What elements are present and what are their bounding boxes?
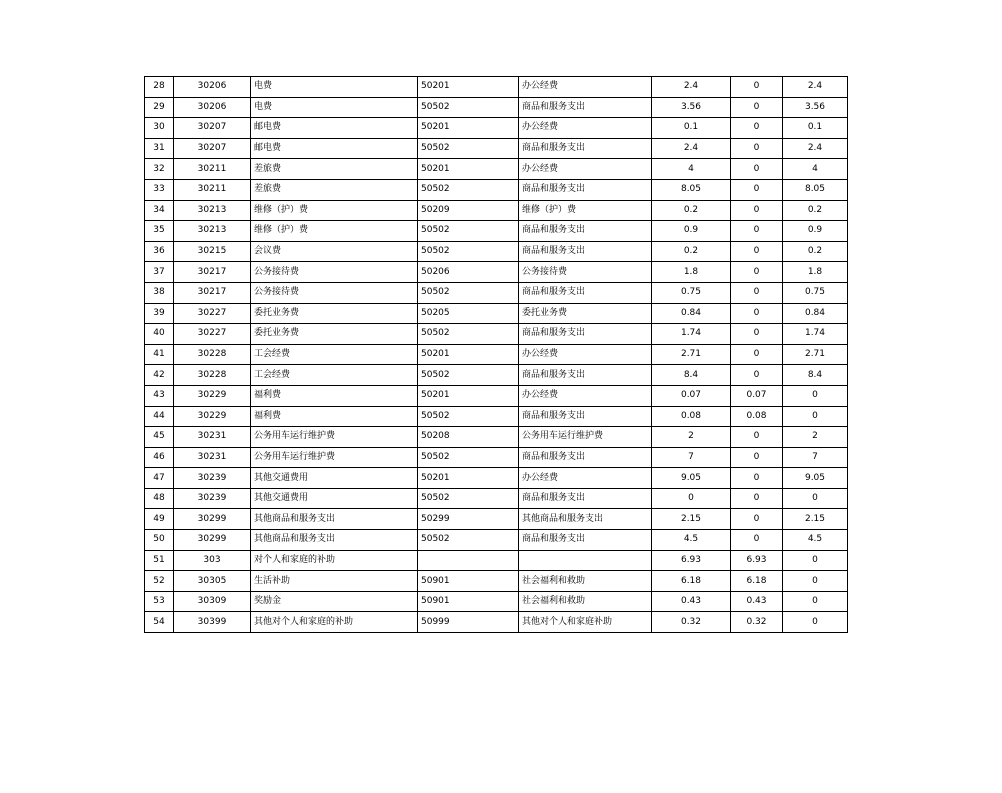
table-row (145, 530, 848, 551)
func-name-cell: 商品和服务支出 (519, 221, 652, 242)
table-row (145, 406, 848, 427)
total-cell: 0.1 (652, 118, 731, 139)
basic-cell: 0 (731, 118, 783, 139)
row-number-cell: 54 (145, 612, 174, 633)
project-cell: 4 (783, 159, 848, 180)
func-name-cell: 其他对个人和家庭补助 (519, 612, 652, 633)
econ-name-cell: 工会经费 (251, 365, 418, 386)
func-name-cell: 商品和服务支出 (519, 282, 652, 303)
func-code-cell: 50201 (418, 385, 519, 406)
table-row (145, 488, 848, 509)
econ-code-cell: 30299 (174, 509, 251, 530)
basic-cell: 0 (731, 365, 783, 386)
func-name-cell: 商品和服务支出 (519, 488, 652, 509)
func-name-cell: 商品和服务支出 (519, 324, 652, 345)
econ-name-cell: 公务用车运行维护费 (251, 427, 418, 448)
econ-code-cell: 30399 (174, 612, 251, 633)
row-number-cell: 35 (145, 221, 174, 242)
econ-name-cell: 委托业务费 (251, 303, 418, 324)
func-code-cell: 50201 (418, 344, 519, 365)
func-name-cell: 其他商品和服务支出 (519, 509, 652, 530)
row-number-cell: 53 (145, 591, 174, 612)
econ-name-cell: 电费 (251, 97, 418, 118)
econ-name-cell: 公务接待费 (251, 282, 418, 303)
econ-name-cell: 生活补助 (251, 571, 418, 592)
basic-cell: 0 (731, 447, 783, 468)
table-row (145, 612, 848, 633)
project-cell: 2.15 (783, 509, 848, 530)
total-cell: 0.43 (652, 591, 731, 612)
func-name-cell: 办公经费 (519, 385, 652, 406)
basic-cell: 0 (731, 241, 783, 262)
econ-code-cell: 30213 (174, 221, 251, 242)
func-code-cell: 50502 (418, 530, 519, 551)
project-cell: 3.56 (783, 97, 848, 118)
project-cell: 4.5 (783, 530, 848, 551)
func-code-cell: 50201 (418, 468, 519, 489)
table-body (145, 77, 848, 633)
row-number-cell: 50 (145, 530, 174, 551)
econ-code-cell: 30217 (174, 282, 251, 303)
row-number-cell: 31 (145, 138, 174, 159)
func-name-cell: 办公经费 (519, 77, 652, 98)
row-number-cell: 36 (145, 241, 174, 262)
project-cell: 0.2 (783, 241, 848, 262)
func-code-cell: 50502 (418, 488, 519, 509)
table-row (145, 159, 848, 180)
func-name-cell: 办公经费 (519, 118, 652, 139)
total-cell: 0.2 (652, 241, 731, 262)
econ-name-cell: 邮电费 (251, 118, 418, 139)
basic-cell: 0.32 (731, 612, 783, 633)
project-cell: 0.2 (783, 200, 848, 221)
func-name-cell: 商品和服务支出 (519, 241, 652, 262)
row-number-cell: 40 (145, 324, 174, 345)
table-row (145, 262, 848, 283)
total-cell: 9.05 (652, 468, 731, 489)
total-cell: 0.07 (652, 385, 731, 406)
econ-name-cell: 其他交通费用 (251, 468, 418, 489)
basic-cell: 0.43 (731, 591, 783, 612)
total-cell: 4.5 (652, 530, 731, 551)
row-number-cell: 37 (145, 262, 174, 283)
project-cell: 0 (783, 571, 848, 592)
basic-cell: 0.08 (731, 406, 783, 427)
total-cell: 1.74 (652, 324, 731, 345)
table-row (145, 385, 848, 406)
econ-name-cell: 差旅费 (251, 159, 418, 180)
row-number-cell: 44 (145, 406, 174, 427)
func-code-cell: 50901 (418, 571, 519, 592)
project-cell: 0.84 (783, 303, 848, 324)
func-name-cell: 办公经费 (519, 159, 652, 180)
project-cell: 2.4 (783, 138, 848, 159)
row-number-cell: 33 (145, 179, 174, 200)
func-code-cell: 50502 (418, 179, 519, 200)
table-row (145, 303, 848, 324)
project-cell: 7 (783, 447, 848, 468)
total-cell: 4 (652, 159, 731, 180)
table-row (145, 97, 848, 118)
basic-cell: 0 (731, 97, 783, 118)
econ-name-cell: 电费 (251, 77, 418, 98)
project-cell: 0 (783, 385, 848, 406)
row-number-cell: 52 (145, 571, 174, 592)
func-name-cell: 商品和服务支出 (519, 179, 652, 200)
project-cell: 2.71 (783, 344, 848, 365)
econ-name-cell: 对个人和家庭的补助 (251, 550, 418, 571)
row-number-cell: 51 (145, 550, 174, 571)
table-row (145, 241, 848, 262)
econ-code-cell: 303 (174, 550, 251, 571)
basic-cell: 0 (731, 303, 783, 324)
econ-name-cell: 公务用车运行维护费 (251, 447, 418, 468)
basic-cell: 0 (731, 262, 783, 283)
econ-code-cell: 30239 (174, 488, 251, 509)
project-cell: 0 (783, 550, 848, 571)
func-name-cell: 办公经费 (519, 344, 652, 365)
econ-code-cell: 30206 (174, 97, 251, 118)
basic-cell: 0 (731, 427, 783, 448)
func-name-cell: 商品和服务支出 (519, 406, 652, 427)
econ-code-cell: 30229 (174, 385, 251, 406)
project-cell: 0.9 (783, 221, 848, 242)
budget-table (144, 76, 848, 633)
econ-name-cell: 维修（护）费 (251, 221, 418, 242)
func-code-cell: 50502 (418, 447, 519, 468)
func-code-cell: 50201 (418, 159, 519, 180)
basic-cell: 6.18 (731, 571, 783, 592)
total-cell: 0.84 (652, 303, 731, 324)
econ-name-cell: 委托业务费 (251, 324, 418, 345)
func-code-cell: 50208 (418, 427, 519, 448)
table-row (145, 509, 848, 530)
table-row (145, 324, 848, 345)
econ-code-cell: 30213 (174, 200, 251, 221)
basic-cell: 0.07 (731, 385, 783, 406)
project-cell: 1.8 (783, 262, 848, 283)
total-cell: 0.75 (652, 282, 731, 303)
func-name-cell: 社会福利和救助 (519, 571, 652, 592)
total-cell: 1.8 (652, 262, 731, 283)
row-number-cell: 42 (145, 365, 174, 386)
table-row (145, 550, 848, 571)
econ-code-cell: 30305 (174, 571, 251, 592)
func-name-cell: 商品和服务支出 (519, 365, 652, 386)
econ-name-cell: 其他商品和服务支出 (251, 530, 418, 551)
func-name-cell: 委托业务费 (519, 303, 652, 324)
econ-code-cell: 30299 (174, 530, 251, 551)
table-row (145, 571, 848, 592)
econ-code-cell: 30231 (174, 427, 251, 448)
basic-cell: 0 (731, 344, 783, 365)
econ-code-cell: 30211 (174, 159, 251, 180)
table-row (145, 179, 848, 200)
econ-name-cell: 福利费 (251, 406, 418, 427)
func-name-cell: 商品和服务支出 (519, 97, 652, 118)
row-number-cell: 48 (145, 488, 174, 509)
func-code-cell: 50209 (418, 200, 519, 221)
project-cell: 0.1 (783, 118, 848, 139)
econ-name-cell: 其他对个人和家庭的补助 (251, 612, 418, 633)
econ-name-cell: 其他商品和服务支出 (251, 509, 418, 530)
econ-name-cell: 福利费 (251, 385, 418, 406)
table-row (145, 77, 848, 98)
row-number-cell: 47 (145, 468, 174, 489)
table-row (145, 468, 848, 489)
func-code-cell: 50502 (418, 241, 519, 262)
func-name-cell: 公务用车运行维护费 (519, 427, 652, 448)
econ-code-cell: 30227 (174, 324, 251, 345)
econ-name-cell: 维修（护）费 (251, 200, 418, 221)
table-row (145, 200, 848, 221)
func-code-cell: 50201 (418, 77, 519, 98)
econ-code-cell: 30206 (174, 77, 251, 98)
econ-name-cell: 公务接待费 (251, 262, 418, 283)
project-cell: 2 (783, 427, 848, 448)
total-cell: 0.2 (652, 200, 731, 221)
row-number-cell: 30 (145, 118, 174, 139)
row-number-cell: 41 (145, 344, 174, 365)
func-code-cell: 50502 (418, 97, 519, 118)
basic-cell: 0 (731, 324, 783, 345)
econ-name-cell: 工会经费 (251, 344, 418, 365)
func-code-cell: 50206 (418, 262, 519, 283)
row-number-cell: 28 (145, 77, 174, 98)
func-code-cell: 50201 (418, 118, 519, 139)
func-name-cell: 商品和服务支出 (519, 138, 652, 159)
total-cell: 8.4 (652, 365, 731, 386)
basic-cell: 0 (731, 468, 783, 489)
econ-code-cell: 30215 (174, 241, 251, 262)
basic-cell: 0 (731, 282, 783, 303)
basic-cell: 0 (731, 159, 783, 180)
func-code-cell: 50502 (418, 406, 519, 427)
table-row (145, 282, 848, 303)
total-cell: 0 (652, 488, 731, 509)
func-name-cell: 社会福利和救助 (519, 591, 652, 612)
func-name-cell: 商品和服务支出 (519, 447, 652, 468)
total-cell: 3.56 (652, 97, 731, 118)
basic-cell: 0 (731, 138, 783, 159)
func-name-cell (519, 550, 652, 571)
econ-code-cell: 30309 (174, 591, 251, 612)
total-cell: 6.18 (652, 571, 731, 592)
project-cell: 1.74 (783, 324, 848, 345)
func-code-cell: 50502 (418, 365, 519, 386)
econ-code-cell: 30231 (174, 447, 251, 468)
econ-code-cell: 30227 (174, 303, 251, 324)
row-number-cell: 46 (145, 447, 174, 468)
func-name-cell: 维修（护）费 (519, 200, 652, 221)
econ-code-cell: 30211 (174, 179, 251, 200)
basic-cell: 0 (731, 77, 783, 98)
func-code-cell: 50502 (418, 282, 519, 303)
basic-cell: 0 (731, 509, 783, 530)
total-cell: 0.32 (652, 612, 731, 633)
econ-code-cell: 30228 (174, 344, 251, 365)
basic-cell: 0 (731, 179, 783, 200)
econ-code-cell: 30239 (174, 468, 251, 489)
row-number-cell: 43 (145, 385, 174, 406)
econ-code-cell: 30207 (174, 118, 251, 139)
project-cell: 2.4 (783, 77, 848, 98)
table-row (145, 344, 848, 365)
basic-cell: 0 (731, 200, 783, 221)
basic-cell: 0 (731, 530, 783, 551)
table-row (145, 447, 848, 468)
total-cell: 6.93 (652, 550, 731, 571)
table-row (145, 427, 848, 448)
econ-name-cell: 其他交通费用 (251, 488, 418, 509)
econ-code-cell: 30228 (174, 365, 251, 386)
econ-code-cell: 30207 (174, 138, 251, 159)
econ-name-cell: 奖励金 (251, 591, 418, 612)
project-cell: 8.4 (783, 365, 848, 386)
row-number-cell: 45 (145, 427, 174, 448)
func-code-cell: 50502 (418, 324, 519, 345)
func-code-cell: 50999 (418, 612, 519, 633)
row-number-cell: 34 (145, 200, 174, 221)
total-cell: 2 (652, 427, 731, 448)
func-name-cell: 公务接待费 (519, 262, 652, 283)
table-row (145, 591, 848, 612)
total-cell: 0.08 (652, 406, 731, 427)
total-cell: 2.15 (652, 509, 731, 530)
project-cell: 0 (783, 488, 848, 509)
project-cell: 0 (783, 406, 848, 427)
project-cell: 0.75 (783, 282, 848, 303)
total-cell: 2.4 (652, 77, 731, 98)
total-cell: 7 (652, 447, 731, 468)
func-name-cell: 办公经费 (519, 468, 652, 489)
project-cell: 0 (783, 591, 848, 612)
func-code-cell: 50502 (418, 138, 519, 159)
func-code-cell: 50502 (418, 221, 519, 242)
econ-name-cell: 会议费 (251, 241, 418, 262)
econ-code-cell: 30217 (174, 262, 251, 283)
total-cell: 2.71 (652, 344, 731, 365)
basic-cell: 0 (731, 488, 783, 509)
row-number-cell: 29 (145, 97, 174, 118)
basic-cell: 6.93 (731, 550, 783, 571)
func-name-cell: 商品和服务支出 (519, 530, 652, 551)
total-cell: 8.05 (652, 179, 731, 200)
row-number-cell: 32 (145, 159, 174, 180)
basic-cell: 0 (731, 221, 783, 242)
row-number-cell: 38 (145, 282, 174, 303)
row-number-cell: 49 (145, 509, 174, 530)
econ-code-cell: 30229 (174, 406, 251, 427)
project-cell: 0 (783, 612, 848, 633)
project-cell: 9.05 (783, 468, 848, 489)
econ-name-cell: 差旅费 (251, 179, 418, 200)
total-cell: 0.9 (652, 221, 731, 242)
total-cell: 2.4 (652, 138, 731, 159)
func-code-cell: 50205 (418, 303, 519, 324)
func-code-cell (418, 550, 519, 571)
project-cell: 8.05 (783, 179, 848, 200)
table-row (145, 118, 848, 139)
table-row (145, 138, 848, 159)
func-code-cell: 50299 (418, 509, 519, 530)
func-code-cell: 50901 (418, 591, 519, 612)
table-row (145, 365, 848, 386)
econ-name-cell: 邮电费 (251, 138, 418, 159)
row-number-cell: 39 (145, 303, 174, 324)
table-row (145, 221, 848, 242)
